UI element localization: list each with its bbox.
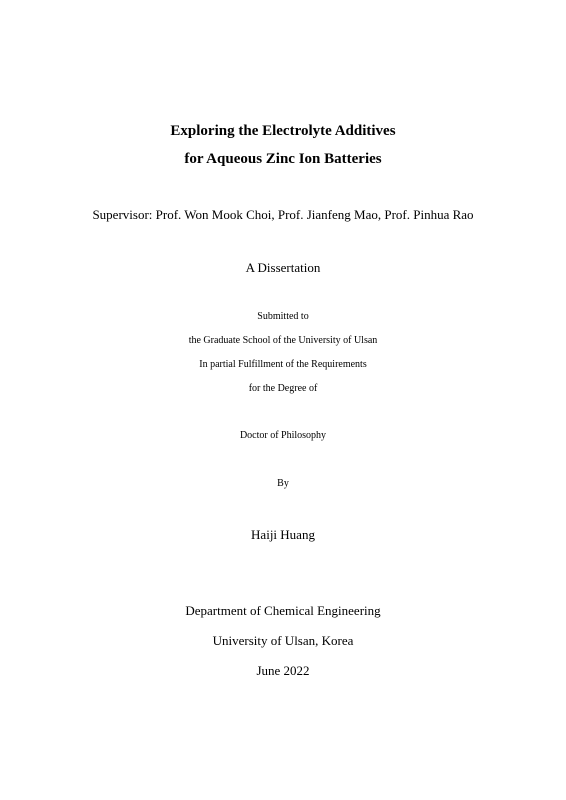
degree-for: for the Degree of	[248, 383, 318, 394]
title-line-2: for Aqueous Zinc Ion Batteries	[184, 151, 382, 167]
submission-date: June 2022	[256, 663, 310, 678]
submitted-to: Submitted to	[257, 311, 309, 322]
document-type: A Dissertation	[245, 260, 321, 275]
university: University of Ulsan, Korea	[212, 633, 354, 648]
degree-name: Doctor of Philosophy	[239, 430, 327, 441]
title-line-1: Exploring the Electrolyte Additives	[170, 123, 396, 139]
department: Department of Chemical Engineering	[185, 603, 381, 618]
supervisor-line: Supervisor: Prof. Won Mook Choi, Prof. Jianfeng Mao, Prof. Pinhua Rao	[92, 207, 474, 222]
fulfillment-statement: In partial Fulfillment of the Requirements	[199, 359, 367, 370]
author-name: Haiji Huang	[251, 527, 315, 542]
graduate-school: the Graduate School of the University of Ulsan	[188, 335, 378, 346]
by-label: By	[277, 478, 289, 489]
